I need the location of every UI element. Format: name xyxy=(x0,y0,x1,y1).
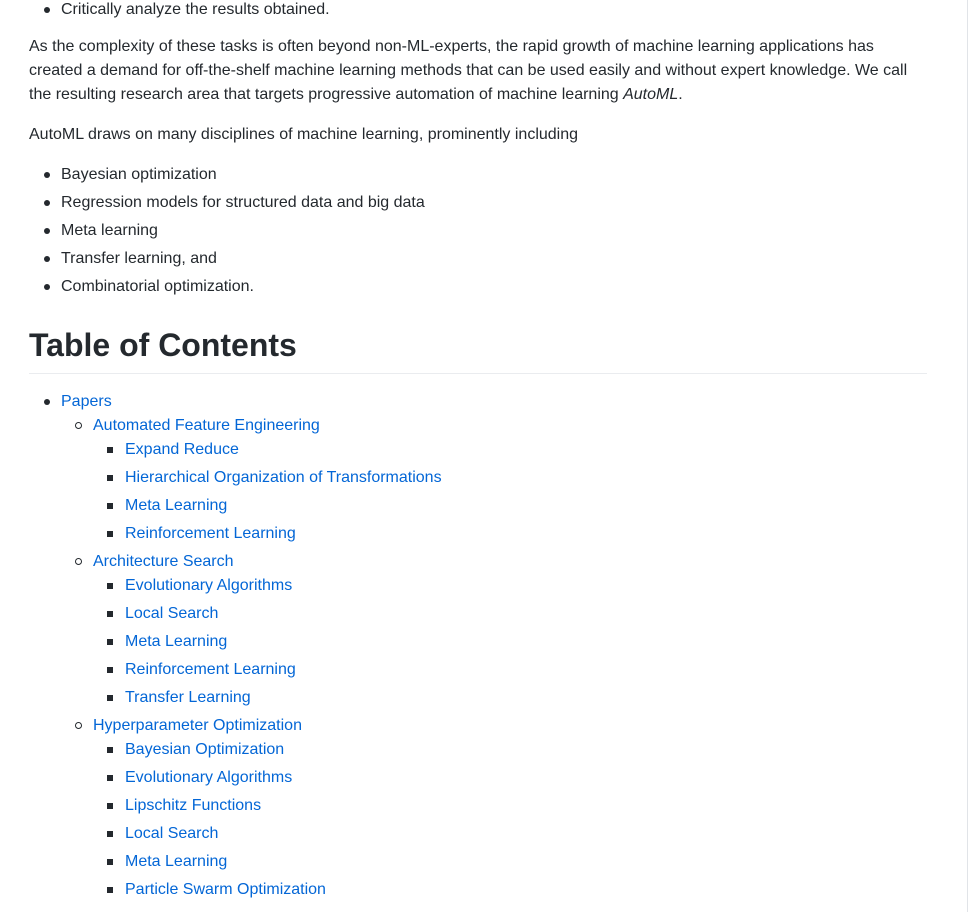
toc-link[interactable]: Reinforcement Learning xyxy=(125,525,296,542)
disciplines-list xyxy=(29,163,927,303)
disciplines-intro: AutoML draws on many disciplines of machine learning, prominently including xyxy=(29,126,579,143)
toc-link[interactable]: Particle Swarm Optimization xyxy=(125,881,326,898)
toc-link[interactable]: Meta Learning xyxy=(125,853,228,870)
toc-link[interactable]: Expand Reduce xyxy=(125,441,239,458)
list-item xyxy=(29,247,927,275)
toc-item xyxy=(93,686,927,714)
toc-item xyxy=(93,438,927,466)
list-item xyxy=(29,275,927,303)
toc-link[interactable]: Local Search xyxy=(125,605,219,622)
toc-item xyxy=(93,494,927,522)
toc-group-feature-engineering xyxy=(61,414,927,550)
toc-heading: Table of Contents xyxy=(29,325,927,374)
toc-item xyxy=(93,602,927,630)
toc-item xyxy=(93,878,927,906)
toc-group-hyperparameter-optimization xyxy=(61,714,927,906)
toc-link[interactable]: Meta Learning xyxy=(125,633,228,650)
toc-link[interactable]: Evolutionary Algorithms xyxy=(125,769,293,786)
toc-item-papers xyxy=(29,390,927,906)
toc-link-papers[interactable]: Papers xyxy=(61,393,112,410)
page-scroll-edge xyxy=(967,0,968,912)
toc-item xyxy=(93,522,927,550)
list-item-text: Meta learning xyxy=(61,222,158,239)
intro-paragraph xyxy=(29,35,927,107)
list-item-text: Transfer learning, and xyxy=(61,250,217,267)
list-item-text: Regression models for structured data and big data xyxy=(61,194,425,211)
list-item-text: Bayesian optimization xyxy=(61,166,217,183)
list-item xyxy=(29,0,927,22)
toc-item xyxy=(93,822,927,850)
toc-item xyxy=(93,738,927,766)
toc-item xyxy=(93,466,927,494)
toc-link-group[interactable]: Hyperparameter Optimization xyxy=(93,717,302,734)
toc-item xyxy=(93,574,927,602)
toc-item xyxy=(93,658,927,686)
list-item xyxy=(29,163,927,191)
toc-link[interactable]: Lipschitz Functions xyxy=(125,797,262,814)
toc-item xyxy=(93,630,927,658)
toc-link-group[interactable]: Automated Feature Engineering xyxy=(93,417,320,434)
list-item xyxy=(29,219,927,247)
toc-item xyxy=(93,794,927,822)
toc-group-architecture-search xyxy=(61,550,927,714)
readme-content xyxy=(29,0,927,906)
toc-link[interactable]: Reinforcement Learning xyxy=(125,661,296,678)
toc-link[interactable]: Transfer Learning xyxy=(125,689,251,706)
task-list xyxy=(29,0,927,22)
toc-link[interactable]: Local Search xyxy=(125,825,219,842)
toc-item xyxy=(93,766,927,794)
toc-link-group[interactable]: Architecture Search xyxy=(93,553,234,570)
toc-link[interactable]: Evolutionary Algorithms xyxy=(125,577,293,594)
table-of-contents xyxy=(29,390,927,906)
list-item xyxy=(29,191,927,219)
intro-text: As the complexity of these tasks is often beyond non-ML-experts, the rapid growth of machine learning applications has created a demand for off-the-shelf machine learning methods that can be used easily and without expert knowledge. We call the resulting research area that targets progressive automation of machine learning xyxy=(29,38,908,103)
automl-emphasis: AutoML xyxy=(623,86,679,103)
list-item-text: Critically analyze the results obtained. xyxy=(61,1,330,18)
toc-link[interactable]: Bayesian Optimization xyxy=(125,741,285,758)
list-item-text: Combinatorial optimization. xyxy=(61,278,254,295)
toc-link[interactable]: Hierarchical Organization of Transformations xyxy=(125,469,442,486)
intro-text-end: . xyxy=(678,86,683,103)
toc-item xyxy=(93,850,927,878)
toc-link[interactable]: Meta Learning xyxy=(125,497,228,514)
